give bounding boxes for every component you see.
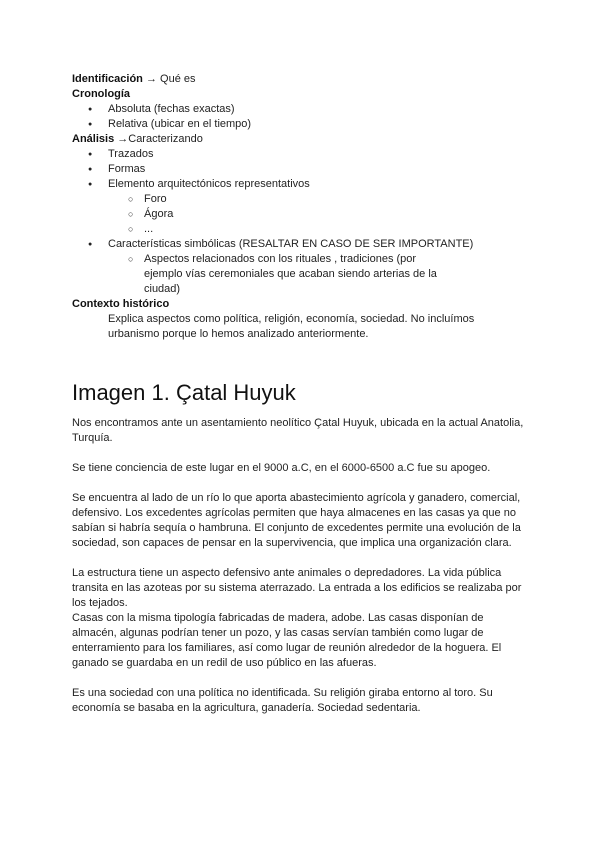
paragraph: Nos encontramos ante un asentamiento neolítico Çatal Huyuk, ubicada en la actual Anatolia, Turquía.: [72, 417, 524, 444]
paragraph: Se tiene conciencia de este lugar en el 9000 a.C, en el 6000-6500 a.C fue su apogeo.: [72, 462, 491, 474]
list-item: ● Elemento arquitectónicos representativos: [72, 177, 528, 192]
document-page: [72, 72, 528, 731]
section-title: Imagen 1. Çatal Huyuk: [72, 380, 296, 405]
arrow-glyph: →: [117, 133, 129, 145]
paragraph: Se encuentra al lado de un río lo que aporta abastecimiento agrícola y ganadero, comercial, defensivo. Los excedentes agrícolas permiten que haya almacenes en las casas ya que no sabían si habría sequía o hambruna. El conjunto de excedentes permite una evolución de la sociedad, son capaces de pensar en la supervivencia, que implica una organización clara.: [72, 492, 521, 549]
cronologia-heading: [72, 87, 528, 102]
list-item: ● Relativa (ubicar en el tiempo): [72, 117, 528, 132]
list-item: ● Absoluta (fechas exactas): [72, 102, 528, 117]
paragraph: La estructura tiene un aspecto defensivo ante animales o depredadores. La vida pública transita en las azoteas por su sistema aterrazado. La entrada a los edificios se realizaba por los tejados.: [72, 567, 522, 609]
list-item-symbolic: ● Características simbólicas (RESALTAR EN CASO DE SER IMPORTANTE): [72, 237, 528, 252]
paragraph: Casas con la misma tipología fabricadas de madera, adobe. Las casas disponían de almacén, algunas podrían tener un pozo, y las casas servían también como lugar de enterramiento para los familiares, así como lugar de reunión alrededor de la hoguera. El ganado se guardaba en un redil de uso público en las afueras.: [72, 612, 502, 669]
contexto-heading: [72, 297, 528, 312]
analisis-text: Caracterizando: [128, 133, 203, 145]
contexto-label: Contexto histórico: [72, 298, 170, 310]
analisis-label: Análisis: [72, 133, 115, 145]
list-item: ● Trazados: [72, 147, 528, 162]
identificacion-label: Identificación: [72, 73, 143, 85]
identificacion-text: Qué es: [160, 73, 196, 85]
sublist-item: ○ ...: [72, 222, 528, 237]
cronologia-label: Cronología: [72, 88, 131, 100]
sublist-item-rituals: ○ Aspectos relacionados con los rituales , tradiciones (por ejemplo vías ceremoniales que acaban siendo arterias de la ciudad): [72, 252, 444, 297]
paragraph: Es una sociedad con una política no identificada. Su religión giraba entorno al toro. Su economía se basaba en la agricultura, ganadería. Sociedad sedentaria.: [72, 687, 493, 714]
list-item: ● Formas: [72, 162, 528, 177]
analisis-line: [72, 132, 528, 147]
sublist-item: ○ Ágora: [72, 207, 528, 222]
contexto-text: Explica aspectos como política, religión, economía, sociedad. No incluímos urbanismo porque lo hemos analizado anteriormente.: [108, 313, 475, 340]
arrow-glyph: →: [145, 73, 157, 85]
sublist-item: ○ Foro: [72, 192, 528, 207]
identificacion-line: [72, 72, 528, 87]
